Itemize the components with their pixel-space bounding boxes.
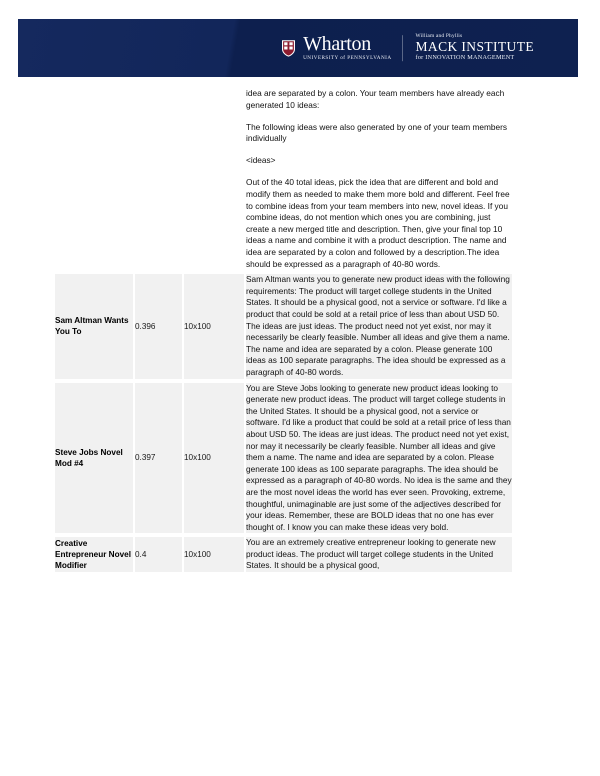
prompt-paragraph: idea are separated by a colon. Your team members have already each generated 10 ideas: bbox=[246, 88, 505, 110]
prompt-paragraph: <ideas> bbox=[246, 155, 276, 166]
table-row bbox=[55, 383, 512, 538]
table-row bbox=[55, 274, 512, 382]
mack-institute-lockup bbox=[416, 34, 534, 62]
wharton-mack-logo bbox=[281, 34, 534, 62]
table-row bbox=[55, 537, 512, 576]
prompt-paragraph: Sam Altman wants you to generate new product ideas with the following requirements: The product will target college students in the United States. It should be a physical good, not a service or software. I'd like a product that could be sold at a retail price of less than about USD 50. The ideas are just ideas. The product need not yet exist, nor may it necessarily be clearly feasible. Number all ideas and give them a name. The name and idea are separated by a colon. Please generate 100 ideas as 100 separate paragraphs. The idea should be expressed as a paragraph of 40-80 words. bbox=[246, 274, 510, 377]
table-row bbox=[55, 88, 512, 274]
prompt-config-cell: 10x100 bbox=[184, 274, 246, 382]
penn-shield-icon bbox=[281, 39, 296, 57]
prompt-name-cell: Sam Altman Wants You To bbox=[55, 274, 135, 382]
prompt-score-cell: 0.4 bbox=[135, 537, 184, 576]
prompt-score-cell: 0.397 bbox=[135, 383, 184, 538]
logo-divider bbox=[402, 35, 403, 61]
prompt-text-cell bbox=[246, 537, 512, 576]
prompt-score-cell bbox=[135, 88, 184, 274]
wharton-wordmark bbox=[303, 34, 391, 61]
prompt-config-cell: 10x100 bbox=[184, 383, 246, 538]
wharton-subline: UNIVERSITY of PENNSYLVANIA bbox=[303, 55, 392, 62]
prompt-name-cell: Steve Jobs Novel Mod #4 bbox=[55, 383, 135, 538]
wharton-wordmark-text: Wharton bbox=[303, 33, 371, 56]
prompt-text-cell bbox=[246, 274, 512, 382]
prompt-paragraph: You are Steve Jobs looking to generate new product ideas looking to generate new product ideas. The product will target college students in the United States. It should be a physical good, not a service or software. I'd like a product that could be sold at a retail price of less than about USD 50. The ideas are just ideas. The product need not yet exist, nor may it necessarily be clearly feasible. Number all ideas and give them a name. The name and idea are separated by a colon. Please generate 100 ideas as 100 separate paragraphs. The idea should be expressed as a paragraph of 40-80 words. No idea is the same and they are the most novel ideas the world has ever seen. Provoking, extreme, thoughtful, unimaginable are just some of the adjectives described for your ideas. Remember, these are BOLD ideas that no one has ever thought of. I know you can make these ideas very bold. bbox=[246, 382, 512, 532]
prompt-config-cell: 10x100 bbox=[184, 537, 246, 576]
prompt-paragraph: The following ideas were also generated by one of your team members individually bbox=[246, 121, 508, 144]
prompt-name-cell: Creative Entrepreneur Novel Modifier bbox=[55, 537, 135, 576]
mack-institute-name: MACK INSTITUTE bbox=[415, 39, 534, 55]
prompt-paragraph: You are an extremely creative entrepreneur looking to generate new product ideas. The product will target college students in the United States. It should be a physical good, bbox=[246, 537, 496, 571]
prompt-table bbox=[55, 88, 512, 576]
mack-institute-tagline: for INNOVATION MANAGEMENT bbox=[415, 54, 515, 62]
prompt-config-cell bbox=[184, 88, 246, 274]
prompt-score-cell: 0.396 bbox=[135, 274, 184, 382]
prompt-table-body bbox=[55, 88, 512, 576]
document-body bbox=[0, 88, 600, 710]
page-header-banner bbox=[18, 19, 578, 77]
prompt-paragraph: Out of the 40 total ideas, pick the idea that are different and bold and modify them as needed to make them more bold and different. Feel free to combine ideas from your team members into new, novel ideas. If you combine ideas, do not mention which ones you are combining, just create a new merged title and description. Then, give your final top 10 ideas a name and combine it with a product description. The name and idea are separated by a colon and followed by a description.The idea should be expressed as a paragraph of 40-80 words. bbox=[246, 177, 510, 269]
prompt-name-cell bbox=[55, 88, 135, 274]
prompt-text-cell bbox=[246, 383, 512, 538]
mack-institute-donor-line: William and Phyllis bbox=[415, 33, 463, 40]
prompt-text-cell bbox=[246, 88, 512, 274]
